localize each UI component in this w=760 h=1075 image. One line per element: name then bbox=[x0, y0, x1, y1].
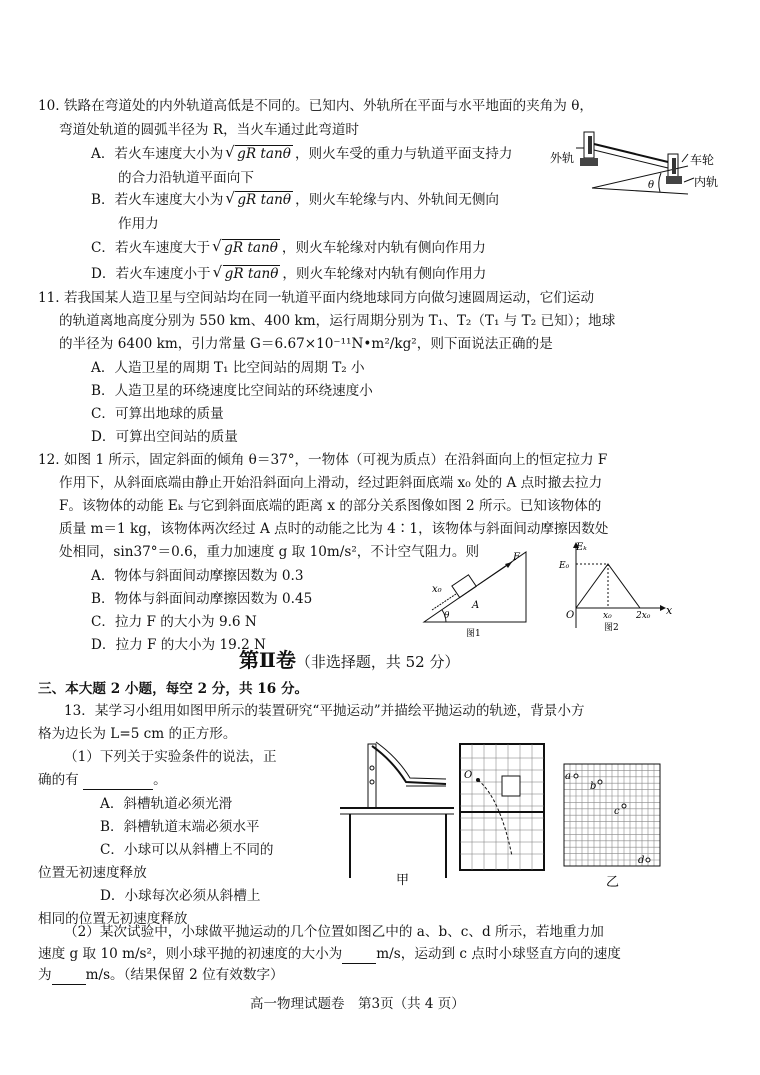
section-ii-main: 第Ⅱ卷 bbox=[239, 648, 296, 672]
q11-stem-line3: 的半径为 6400 km，引力常量 G＝6.67×10⁻¹¹N•m²/kg²，则下面说法正确的是 bbox=[59, 336, 553, 352]
q10-fig-outer-label: 外轨 bbox=[550, 151, 575, 165]
q10-option-a bbox=[91, 144, 512, 164]
q13-option-c-line1: C．小球可以从斜槽上不同的 bbox=[100, 842, 274, 858]
q10-option-c-pre: C．若火车速度大于 bbox=[91, 240, 211, 256]
q12-option-c: C．拉力 F 的大小为 9.6 N bbox=[91, 614, 257, 630]
q13-part1-line1: （1）下列关于实验条件的说法，正 bbox=[64, 749, 277, 765]
page-footer: 高一物理试题卷 第3页（共 4 页） bbox=[250, 996, 465, 1012]
part3-header: 三、本大题 2 小题，每空 2 分，共 16 分。 bbox=[38, 681, 309, 697]
point-b-label: b bbox=[590, 781, 597, 792]
q13-option-b: B．斜槽轨道末端必须水平 bbox=[100, 819, 260, 835]
q13-part2-line2 bbox=[38, 944, 621, 964]
clamp-icon bbox=[502, 776, 520, 796]
q12-fig2-2x0: 2x₀ bbox=[636, 611, 651, 621]
q10-fig-wheel-label: 车轮 bbox=[690, 153, 715, 167]
q10-option-d-post: ，则火车轮缘对内轨有侧向作用力 bbox=[282, 266, 487, 282]
q11-stem-line2: 的轨道离地高度分别为 550 km、400 km，运行周期分别为 T₁、T₂（T₁ 与 T₂ 已知）；地球 bbox=[59, 313, 616, 329]
q11-option-c: C．可算出地球的质量 bbox=[91, 406, 224, 422]
inner-rail-icon bbox=[666, 176, 682, 184]
q12-stem-line1: 12. 如图 1 所示，固定斜面的倾角 θ＝37°，一物体（可视为质点）在沿斜面向上的恒定拉力 F bbox=[38, 452, 608, 468]
q12-fig2-x: x bbox=[666, 604, 673, 617]
sqrt-formula: √ gR tanθ bbox=[212, 263, 279, 282]
q13-fig-O: O bbox=[464, 770, 473, 781]
q10-fig-theta: θ bbox=[648, 180, 655, 191]
q10-option-b-cont: 作用力 bbox=[118, 216, 159, 232]
q10-option-b-post: ，则火车轮缘与内、外轨间无侧向 bbox=[295, 192, 500, 208]
q10-option-d-pre: D．若火车速度小于 bbox=[91, 266, 211, 282]
q10-option-c-post: ，则火车轮缘对内轨有侧向作用力 bbox=[281, 240, 486, 256]
q12-stem-line3: F。该物体的动能 Eₖ 与它到斜面底端的距离 x 的部分关系图像如图 2 所示。已知该物体的 bbox=[59, 498, 602, 514]
q12-stem-line4: 质量 m＝1 kg，该物体两次经过 A 点时的动能之比为 4∶1，该物体与斜面间动摩擦因数处 bbox=[59, 521, 609, 537]
q12-fig2-Ek: Eₖ bbox=[576, 542, 587, 553]
q11-option-a: A．人造卫星的周期 T₁ 比空间站的周期 T₂ 小 bbox=[91, 360, 365, 376]
point-c-label: c bbox=[614, 806, 620, 817]
outer-rail-icon bbox=[580, 158, 598, 166]
q12-fig1-F: F bbox=[513, 552, 520, 563]
q10-option-a-post: ，则火车受的重力与轨道平面支持力 bbox=[294, 146, 513, 162]
q10-option-b bbox=[91, 190, 499, 210]
q12-fig2-E0: E₀ bbox=[559, 561, 570, 571]
q12-fig2-x0: x₀ bbox=[603, 611, 612, 621]
q13-option-d-line1: D．小球每次必须从斜槽上 bbox=[100, 888, 261, 904]
answer-blank-3[interactable] bbox=[52, 968, 86, 985]
grid-board bbox=[460, 744, 544, 870]
sqrt-formula: √ gR tanθ bbox=[212, 237, 278, 256]
q11-stem-line1: 11. 若我国某人造卫星与空间站均在同一轨道平面内绕地球同方向做匀速圆周运动，它们运动 bbox=[38, 290, 595, 306]
q10-option-a-cont: 的合力沿轨道平面向下 bbox=[118, 170, 254, 186]
section-ii-subtitle: （非选择题，共 52 分） bbox=[295, 653, 460, 671]
q10-option-b-pre: B．若火车速度大小为 bbox=[91, 192, 224, 208]
q13-part2-text-d: m/s。（结果保留 2 位有效数字） bbox=[85, 967, 284, 983]
q13-part1-text: 确的有 bbox=[38, 772, 79, 788]
q10-stem-line1: 10. 铁路在弯道处的内外轨道高低是不同的。已知内、外轨所在平面与水平地面的夹角为 θ， bbox=[38, 98, 594, 114]
q12-option-b: B．物体与斜面间动摩擦因数为 0.45 bbox=[91, 591, 313, 607]
q10-option-c bbox=[91, 238, 486, 258]
q12-stem-line2: 作用下，从斜面底端由静止开始沿斜面向上滑动，经过距斜面底端 x₀ 处的 A 点时撤去拉力 bbox=[59, 475, 603, 491]
q12-option-d: D．拉力 F 的大小为 19.2 N bbox=[91, 637, 266, 653]
point-d-label: d bbox=[638, 855, 645, 866]
q13-part2-text-a: 速度 g 取 10 m/s²，则小球平抛的初速度的大小为 bbox=[38, 946, 343, 962]
q12-fig2-caption: 图2 bbox=[604, 623, 619, 633]
point-a bbox=[574, 774, 578, 778]
answer-blank-2[interactable] bbox=[342, 947, 376, 964]
board-grid bbox=[460, 744, 544, 870]
q13-part1-end: 。 bbox=[153, 772, 167, 788]
q10-stem-line2: 弯道处轨道的圆弧半径为 R，当火车通过此弯道时 bbox=[59, 122, 360, 138]
q13-grid-figure bbox=[562, 762, 666, 892]
q12-fig1-caption: 图1 bbox=[466, 629, 481, 639]
q12-stem-line5: 处相同，sin37°＝0.6，重力加速度 g 取 10m/s²，不计空气阻力。则 bbox=[59, 544, 480, 560]
sqrt-formula: √ gR tanθ bbox=[225, 189, 292, 208]
section-ii-title bbox=[239, 644, 459, 673]
q13-fig-yi-label: 乙 bbox=[606, 875, 620, 890]
point-c bbox=[622, 804, 626, 808]
sqrt-formula: √ gR tanθ bbox=[225, 143, 291, 162]
q12-fig1-x0: x₀ bbox=[432, 584, 442, 595]
q13-part2-text-c: 为 bbox=[38, 967, 52, 983]
q12-fig1-A: A bbox=[472, 600, 480, 611]
q11-option-b: B．人造卫星的环绕速度比空间站的环绕速度小 bbox=[91, 383, 373, 399]
q12-option-a: A．物体与斜面间动摩擦因数为 0.3 bbox=[91, 568, 304, 584]
q10-option-d bbox=[91, 264, 486, 284]
q10-fig-inner-label: 内轨 bbox=[694, 175, 719, 189]
q13-option-c-line2: 位置无初速度释放 bbox=[38, 865, 147, 881]
q13-part2-line1: （2）某次试验中，小球做平抛运动的几个位置如图乙中的 a、b、c、d 所示，若地重力加 bbox=[64, 924, 604, 940]
q10-option-a-pre: A．若火车速度大小为 bbox=[91, 146, 224, 162]
q12-incline-figure bbox=[420, 548, 538, 640]
q13-part2-text-b: m/s，运动到 c 点时小球竖直方向的速度 bbox=[376, 946, 621, 962]
q13-part1-line2 bbox=[38, 770, 167, 790]
point-a-label: a bbox=[565, 771, 571, 782]
q12-ek-graph bbox=[556, 538, 676, 638]
q10-rail-figure bbox=[548, 124, 730, 200]
q13-part2-line3-row bbox=[38, 965, 284, 985]
stand-icon bbox=[368, 744, 376, 808]
q13-stem-line1: 13．某学习小组用如图甲所示的装置研究“平抛运动”并描绘平抛运动的轨迹，背景小方 bbox=[64, 703, 585, 719]
q11-option-d: D．可算出空间站的质量 bbox=[91, 429, 238, 445]
q13-option-d-line2: 相同的位置无初速度释放 bbox=[38, 911, 188, 927]
q13-stem-line2: 格为边长为 L=5 cm 的正方形。 bbox=[38, 726, 237, 742]
point-d bbox=[646, 858, 650, 862]
yi-grid-lines bbox=[564, 764, 660, 866]
q13-fig-jia-label: 甲 bbox=[396, 873, 410, 888]
q12-fig1-theta: θ bbox=[444, 611, 450, 621]
q13-apparatus-figure bbox=[336, 738, 550, 888]
q12-fig2-O: O bbox=[566, 610, 575, 621]
q13-option-a: A．斜槽轨道必须光滑 bbox=[100, 796, 233, 812]
point-b bbox=[598, 780, 602, 784]
answer-blank-1[interactable] bbox=[83, 773, 153, 790]
